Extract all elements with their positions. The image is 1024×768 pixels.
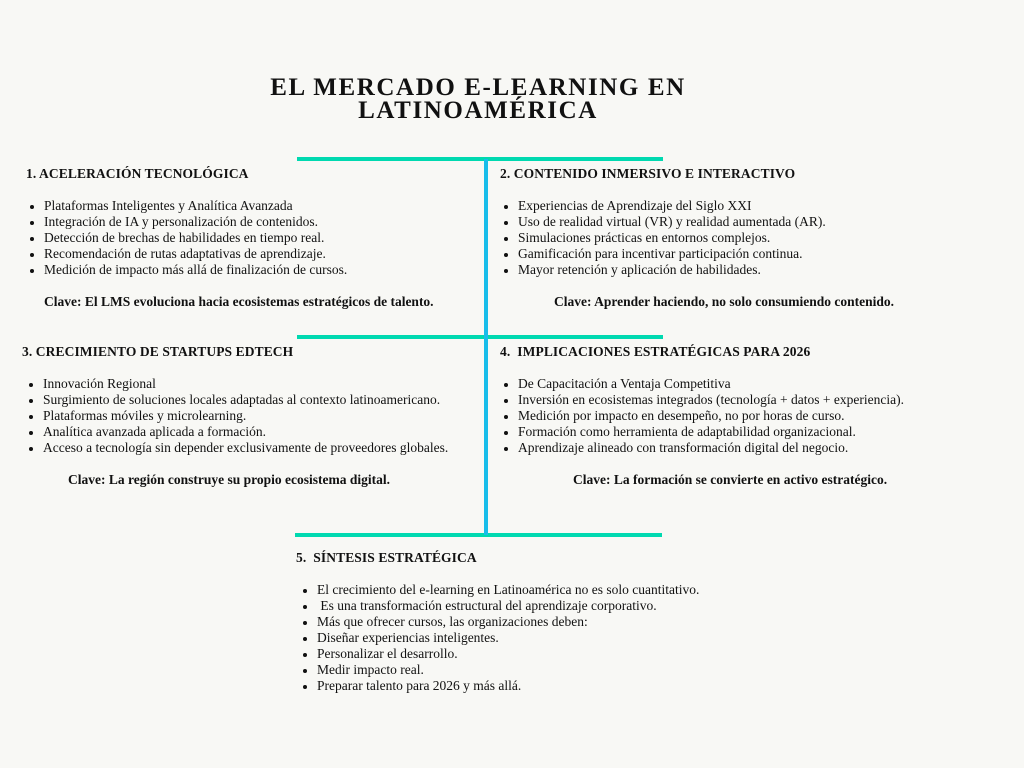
key-takeaway: Clave: Aprender haciendo, no solo consumiendo contenido. bbox=[554, 294, 895, 309]
list-item: Inversión en ecosistemas integrados (tecnología + datos + experiencia). bbox=[500, 392, 980, 408]
list-item: Medir impacto real. bbox=[299, 662, 776, 678]
list-item: Preparar talento para 2026 y más allá. bbox=[299, 678, 776, 694]
list-item: Acceso a tecnología sin depender exclusivamente de proveedores globales. bbox=[25, 440, 462, 456]
divider-middle bbox=[297, 335, 663, 339]
section-heading: 4. IMPLICACIONES ESTRATÉGICAS PARA 2026 bbox=[500, 344, 811, 359]
list-item: El crecimiento del e-learning en Latinoamérica no es solo cuantitativo. bbox=[299, 582, 776, 598]
section-contenido-inmersivo bbox=[500, 166, 970, 310]
list-item: Experiencias de Aprendizaje del Siglo XXI bbox=[500, 198, 970, 214]
section-heading: 2. CONTENIDO INMERSIVO E INTERACTIVO bbox=[500, 166, 796, 181]
list-item: Analítica avanzada aplicada a formación. bbox=[25, 424, 462, 440]
list-item: Detección de brechas de habilidades en tiempo real. bbox=[26, 230, 481, 246]
list-item: Más que ofrecer cursos, las organizaciones deben: bbox=[299, 614, 776, 630]
section-heading: 1. ACELERACIÓN TECNOLÓGICA bbox=[26, 166, 249, 181]
bullet-list bbox=[500, 198, 970, 278]
list-item: Gamificación para incentivar participación continua. bbox=[500, 246, 970, 262]
divider-top bbox=[297, 157, 663, 161]
key-takeaway: Clave: El LMS evoluciona hacia ecosistemas estratégicos de talento. bbox=[44, 294, 434, 309]
list-item: Surgimiento de soluciones locales adaptadas al contexto latinoamericano. bbox=[25, 392, 462, 408]
list-item: Integración de IA y personalización de contenidos. bbox=[26, 214, 481, 230]
list-item: Medición por impacto en desempeño, no por horas de curso. bbox=[500, 408, 980, 424]
divider-bottom bbox=[295, 533, 662, 537]
list-item: Innovación Regional bbox=[25, 376, 462, 392]
list-item: Formación como herramienta de adaptabilidad organizacional. bbox=[500, 424, 980, 440]
list-item: Plataformas Inteligentes y Analítica Avanzada bbox=[26, 198, 481, 214]
list-item: De Capacitación a Ventaja Competitiva bbox=[500, 376, 980, 392]
page-title bbox=[240, 76, 716, 122]
list-item: Es una transformación estructural del aprendizaje corporativo. bbox=[299, 598, 776, 614]
bullet-list bbox=[500, 376, 980, 456]
section-heading: 3. CRECIMIENTO DE STARTUPS EDTECH bbox=[22, 344, 294, 359]
section-startups-edtech bbox=[22, 344, 462, 488]
key-takeaway: Clave: La formación se convierte en activo estratégico. bbox=[573, 472, 888, 487]
list-item: Uso de realidad virtual (VR) y realidad aumentada (AR). bbox=[500, 214, 970, 230]
title-line-2: LATINOAMÉRICA bbox=[358, 97, 598, 124]
section-sintesis-estrategica bbox=[296, 550, 776, 694]
bullet-list bbox=[25, 376, 462, 456]
list-item: Medición de impacto más allá de finalización de cursos. bbox=[26, 262, 481, 278]
bullet-list bbox=[299, 582, 776, 694]
list-item: Plataformas móviles y microlearning. bbox=[25, 408, 462, 424]
section-heading: 5. SÍNTESIS ESTRATÉGICA bbox=[296, 550, 477, 565]
divider-vertical bbox=[484, 159, 488, 535]
list-item: Recomendación de rutas adaptativas de aprendizaje. bbox=[26, 246, 481, 262]
section-implicaciones-2026 bbox=[500, 344, 980, 488]
key-takeaway: Clave: La región construye su propio ecosistema digital. bbox=[68, 472, 390, 487]
title-line-1: EL MERCADO E-LEARNING EN bbox=[270, 74, 686, 101]
section-aceleracion-tecnologica bbox=[26, 166, 481, 310]
list-item: Personalizar el desarrollo. bbox=[299, 646, 776, 662]
list-item: Aprendizaje alineado con transformación digital del negocio. bbox=[500, 440, 980, 456]
list-item: Mayor retención y aplicación de habilidades. bbox=[500, 262, 970, 278]
list-item: Diseñar experiencias inteligentes. bbox=[299, 630, 776, 646]
list-item: Simulaciones prácticas en entornos complejos. bbox=[500, 230, 970, 246]
bullet-list bbox=[26, 198, 481, 278]
